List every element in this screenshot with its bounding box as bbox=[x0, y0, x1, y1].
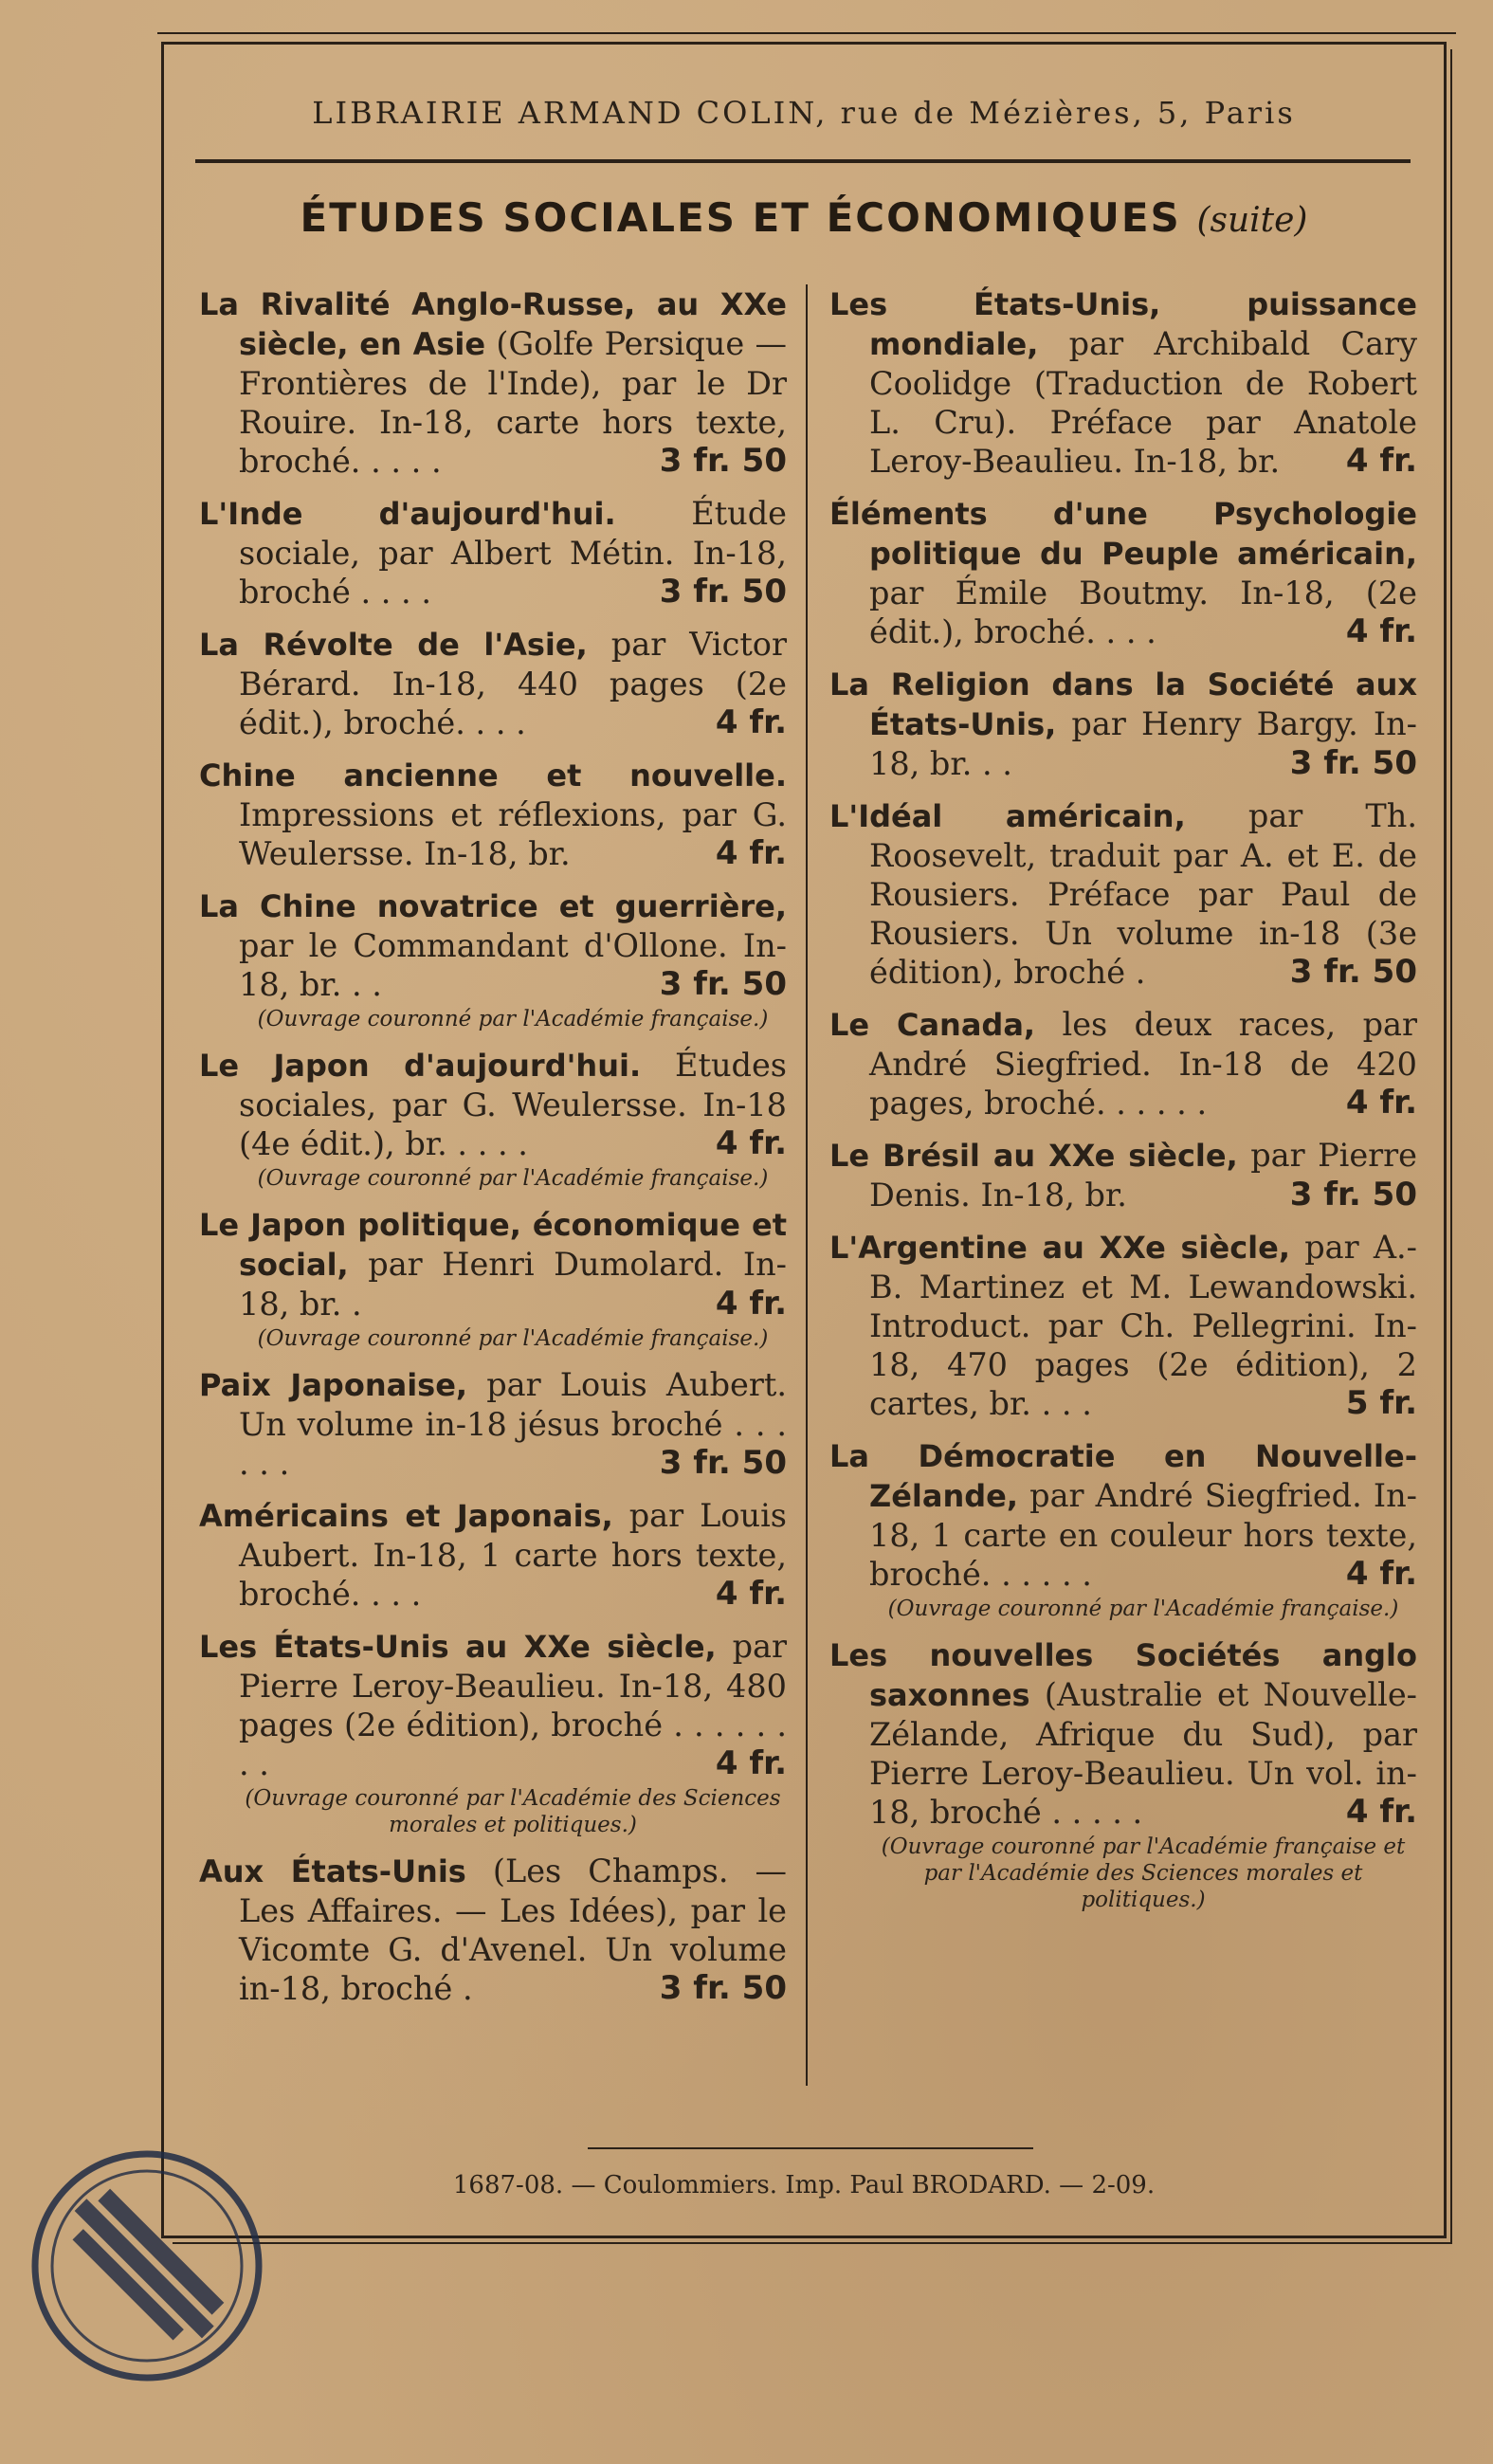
entry-description: Impressions et réflexions, par G. Weulersse. In-18, br. bbox=[239, 796, 787, 872]
list-item bbox=[829, 284, 1417, 481]
list-item bbox=[829, 1436, 1417, 1622]
entry-title: Éléments d'une Psychologie politique du Peuple américain, bbox=[829, 496, 1417, 572]
entry-title: L'Idéal américain, bbox=[829, 798, 1186, 834]
entry-description: par Henri Dumolard. In-18, br. . bbox=[239, 1246, 787, 1323]
list-item bbox=[199, 284, 787, 481]
entry-title: La Chine novatrice et guerrière, bbox=[199, 888, 787, 924]
entry-price: 4 fr. bbox=[1345, 1084, 1417, 1122]
entry-description: par Émile Boutmy. In-18, (2e édit.), broché. . . . bbox=[869, 575, 1417, 650]
entry-title: L'Inde d'aujourd'hui. bbox=[199, 496, 616, 532]
list-item bbox=[199, 886, 787, 1032]
entry-description: par Th. Roosevelt, traduit par A. et E. de Rousiers. Préface par Paul de Rousiers. Un volume in-18 (3e édition), broché . bbox=[869, 797, 1417, 991]
list-item bbox=[829, 1635, 1417, 1913]
entry-title: Le Japon d'aujourd'hui. bbox=[199, 1048, 642, 1084]
entry-price: 4 fr. bbox=[715, 1744, 787, 1782]
entry-description: (Australie et Nouvelle-Zélande, Afrique du Sud), par Pierre Leroy-Beaulieu. Un vol. in-18, broché . . . . . bbox=[869, 1676, 1417, 1831]
entry-price: 4 fr. bbox=[1345, 612, 1417, 650]
entry-award: (Ouvrage couronné par l'Académie des Sciences morales et politiques.) bbox=[245, 1786, 781, 1837]
entry-description: par Victor Bérard. In-18, 440 pages (2e édit.), broché. . . . bbox=[239, 626, 787, 741]
entry-price: 3 fr. 50 bbox=[1289, 953, 1417, 991]
list-item bbox=[199, 1205, 787, 1352]
publisher-line: LIBRAIRIE ARMAND COLIN, rue de Mézières, 5, Paris bbox=[312, 95, 1296, 131]
entry-award: (Ouvrage couronné par l'Académie française.) bbox=[257, 1326, 769, 1351]
left-column bbox=[199, 284, 787, 2021]
printer-imprint: 1687-08. — Coulommiers. Imp. Paul BRODARD. — 2-09. bbox=[452, 2171, 1156, 2199]
entry-price: 3 fr. 50 bbox=[659, 1969, 787, 2007]
entry-price: 4 fr. bbox=[715, 834, 787, 872]
entry-price: 4 fr. bbox=[715, 1285, 787, 1323]
entry-award: (Ouvrage couronné par l'Académie française et par l'Académie des Sciences morales et politiques.) bbox=[881, 1834, 1406, 1912]
entry-award: (Ouvrage couronné par l'Académie française.) bbox=[887, 1597, 1399, 1621]
entry-description: (Les Champs. — Les Affaires. — Les Idées), par le Vicomte G. d'Avenel. Un volume in-18, broché . bbox=[239, 1853, 787, 2007]
entry-title: Les États-Unis, puissance mondiale, bbox=[829, 286, 1417, 362]
footer-rule bbox=[588, 2147, 1033, 2149]
list-item bbox=[829, 1228, 1417, 1423]
entry-price: 3 fr. 50 bbox=[659, 1444, 787, 1482]
entry-price: 4 fr. bbox=[715, 703, 787, 741]
entry-title: La Rivalité Anglo-Russe, au XXe siècle, en Asie bbox=[199, 286, 787, 362]
entry-price: 3 fr. 50 bbox=[659, 573, 787, 611]
entry-title: Américains et Japonais, bbox=[199, 1498, 613, 1534]
entry-price: 4 fr. bbox=[715, 1575, 787, 1613]
entry-description: par Pierre Leroy-Beaulieu. In-18, 480 pages (2e édition), broché . . . . . . . . bbox=[239, 1628, 787, 1782]
list-item bbox=[199, 1852, 787, 2008]
entry-title: Les États-Unis au XXe siècle, bbox=[199, 1629, 717, 1665]
entry-title: Le Canada, bbox=[829, 1007, 1036, 1043]
entry-description: par A.-B. Martinez et M. Lewandowski. Introduct. par Ch. Pellegrini. In-18, 470 pages (2e édition), 2 cartes, br. . . . bbox=[869, 1229, 1418, 1422]
list-item bbox=[199, 1046, 787, 1192]
list-item bbox=[829, 494, 1417, 651]
entry-title: Paix Japonaise, bbox=[199, 1367, 468, 1403]
entry-price: 5 fr. bbox=[1345, 1384, 1417, 1422]
entry-description: (Golfe Persique — Frontières de l'Inde), par le Dr Rouire. In-18, carte hors texte, broché. . . . . bbox=[239, 325, 787, 480]
entry-description: par le Commandant d'Ollone. In-18, br. . . bbox=[239, 927, 787, 1003]
list-item bbox=[199, 625, 787, 742]
entry-award: (Ouvrage couronné par l'Académie française.) bbox=[257, 1007, 769, 1031]
entry-title: Le Japon politique, économique et social, bbox=[199, 1207, 787, 1283]
list-item bbox=[829, 1005, 1417, 1122]
entry-title: Les nouvelles Sociétés anglo saxonnes bbox=[829, 1637, 1417, 1713]
entry-description: Étude sociale, par Albert Métin. In-18, broché . . . . bbox=[239, 495, 787, 611]
entry-description: par Pierre Denis. In-18, br. bbox=[869, 1137, 1418, 1214]
entry-title: La Révolte de l'Asie, bbox=[199, 627, 588, 663]
entry-price: 4 fr. bbox=[715, 1124, 787, 1162]
series-title-text: ÉTUDES SOCIALES ET ÉCONOMIQUES bbox=[300, 194, 1181, 241]
list-item bbox=[829, 1136, 1417, 1214]
entry-description: par Henry Bargy. In-18, br. . . bbox=[869, 705, 1418, 782]
entry-price: 4 fr. bbox=[1345, 442, 1417, 480]
list-item bbox=[199, 1627, 787, 1838]
entry-title: La Religion dans la Société aux États-Unis, bbox=[829, 666, 1417, 742]
entry-title: La Démocratie en Nouvelle-Zélande, bbox=[829, 1438, 1417, 1514]
list-item bbox=[829, 665, 1417, 783]
list-item bbox=[829, 796, 1417, 992]
entry-price: 3 fr. 50 bbox=[659, 965, 787, 1003]
entry-price: 3 fr. 50 bbox=[1289, 744, 1417, 782]
list-item bbox=[199, 494, 787, 611]
right-column bbox=[829, 284, 1417, 1926]
entry-title: Chine ancienne et nouvelle. bbox=[199, 757, 787, 794]
entry-description: les deux races, par André Siegfried. In-18 de 420 pages, broché. . . . . . bbox=[869, 1006, 1418, 1122]
entry-award: (Ouvrage couronné par l'Académie française.) bbox=[257, 1166, 769, 1191]
library-stamp-icon bbox=[28, 2124, 313, 2399]
list-item bbox=[199, 1365, 787, 1483]
entry-description: par Louis Aubert. Un volume in-18 jésus broché . . . . . . bbox=[239, 1366, 788, 1482]
entry-price: 3 fr. 50 bbox=[1289, 1176, 1417, 1214]
entry-price: 4 fr. bbox=[1345, 1555, 1417, 1593]
series-title bbox=[161, 194, 1447, 241]
entry-description: par Archibald Cary Coolidge (Traduction de Robert L. Cru). Préface par Anatole Leroy-Beaulieu. In-18, br. bbox=[869, 325, 1417, 480]
entry-description: Études sociales, par G. Weulersse. In-18 (4e édit.), br. . . . . bbox=[239, 1047, 787, 1162]
entry-title: L'Argentine au XXe siècle, bbox=[829, 1230, 1291, 1266]
entry-description: par André Siegfried. In-18, 1 carte en couleur hors texte, broché. . . . . . bbox=[869, 1477, 1417, 1593]
entry-price: 4 fr. bbox=[1345, 1793, 1417, 1831]
column-divider bbox=[806, 284, 808, 2086]
entry-description: par Louis Aubert. In-18, 1 carte hors texte, broché. . . . bbox=[239, 1497, 787, 1613]
header-rule bbox=[195, 159, 1411, 163]
list-item bbox=[199, 1496, 787, 1614]
entry-title: Le Brésil au XXe siècle, bbox=[829, 1138, 1238, 1174]
entry-price: 3 fr. 50 bbox=[659, 442, 787, 480]
series-suffix: (suite) bbox=[1196, 201, 1308, 240]
list-item bbox=[199, 756, 787, 873]
entry-title: Aux États-Unis bbox=[199, 1853, 466, 1889]
